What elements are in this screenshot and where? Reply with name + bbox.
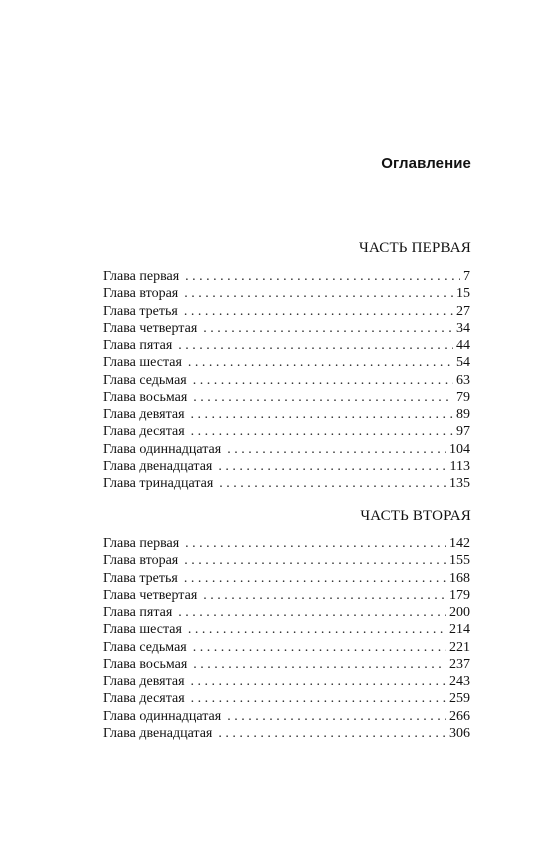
toc-entry-label: Глава седьмая <box>103 639 187 655</box>
dot-leader <box>184 570 446 587</box>
toc-entry-page-number: 34 <box>456 320 470 336</box>
dot-leader <box>184 285 453 302</box>
dot-leader <box>178 337 453 354</box>
toc-entry[interactable] <box>103 673 470 690</box>
toc-entry-page-number: 237 <box>449 656 470 672</box>
dot-leader <box>188 354 453 371</box>
toc-entry[interactable] <box>103 552 470 569</box>
dot-leader <box>191 406 453 423</box>
toc-entry-page-number: 243 <box>449 674 470 689</box>
toc-entry[interactable] <box>103 708 470 725</box>
toc-entry-label: Глава шестая <box>103 355 182 371</box>
toc-entry-page-number: 44 <box>456 338 470 353</box>
toc-entry-label: Глава пятая <box>103 605 173 620</box>
toc-entry[interactable] <box>103 441 470 458</box>
dot-leader <box>185 268 460 285</box>
toc-entry-label: Глава первая <box>103 536 180 551</box>
toc-entry[interactable] <box>103 656 470 673</box>
toc-entry[interactable] <box>103 285 470 302</box>
dot-leader <box>178 604 446 621</box>
toc-entry[interactable] <box>103 690 470 707</box>
toc-entry-page-number: 15 <box>456 286 470 302</box>
dot-leader <box>185 535 446 552</box>
dot-leader <box>203 320 453 337</box>
toc-entry-label: Глава вторая <box>103 286 179 302</box>
dot-leader <box>188 621 446 638</box>
toc-entry-page-number: 97 <box>456 424 470 440</box>
toc-entry-label: Глава пятая <box>103 338 173 353</box>
toc-entry-page-number: 168 <box>449 570 470 586</box>
toc-entry-page-number: 155 <box>449 553 470 569</box>
toc-entry-page-number: 54 <box>456 355 470 371</box>
toc-entry-label: Глава одиннадцатая <box>103 441 222 457</box>
dot-leader <box>219 475 446 492</box>
toc-entry-label: Глава десятая <box>103 424 185 440</box>
dot-leader <box>218 458 446 475</box>
toc-list-part-2 <box>103 535 470 742</box>
toc-entry-page-number: 27 <box>456 303 470 319</box>
toc-entry-page-number: 79 <box>456 389 470 405</box>
toc-entry-page-number: 266 <box>449 708 470 724</box>
dot-leader <box>193 639 446 656</box>
toc-entry-label: Глава третья <box>103 303 178 319</box>
toc-entry[interactable] <box>103 354 470 371</box>
toc-entry[interactable] <box>103 587 470 604</box>
dot-leader <box>191 690 446 707</box>
toc-entry[interactable] <box>103 604 470 621</box>
toc-entry[interactable] <box>103 725 470 742</box>
dot-leader <box>193 389 453 406</box>
dot-leader <box>227 441 446 458</box>
part-heading-1: ЧАСТЬ ПЕРВАЯ <box>359 240 471 256</box>
toc-entry-label: Глава четвертая <box>103 320 198 336</box>
dot-leader <box>193 656 446 673</box>
toc-entry[interactable] <box>103 639 470 656</box>
part-heading-2: ЧАСТЬ ВТОРАЯ <box>360 508 471 524</box>
toc-entry[interactable] <box>103 406 470 423</box>
dot-leader <box>191 423 453 440</box>
toc-entry-label: Глава девятая <box>103 407 185 422</box>
toc-entry[interactable] <box>103 458 470 475</box>
toc-entry-label: Глава восьмая <box>103 656 188 672</box>
toc-entry-page-number: 306 <box>449 725 470 741</box>
toc-entry-page-number: 179 <box>449 587 470 603</box>
toc-entry[interactable] <box>103 372 470 389</box>
toc-list-part-1 <box>103 268 470 492</box>
toc-entry-page-number: 214 <box>449 622 470 638</box>
toc-entry-label: Глава восьмая <box>103 389 188 405</box>
toc-entry-label: Глава третья <box>103 570 178 586</box>
toc-entry-page-number: 221 <box>449 639 470 655</box>
dot-leader <box>191 673 446 690</box>
toc-entry[interactable] <box>103 423 470 440</box>
toc-entry-label: Глава одиннадцатая <box>103 708 222 724</box>
dot-leader <box>193 372 453 389</box>
toc-entry-label: Глава тринадцатая <box>103 476 214 491</box>
toc-entry[interactable] <box>103 320 470 337</box>
toc-entry-page-number: 135 <box>449 476 470 491</box>
toc-entry-label: Глава шестая <box>103 622 182 638</box>
toc-entry-page-number: 142 <box>449 536 470 551</box>
toc-entry-label: Глава первая <box>103 269 180 284</box>
toc-entry-page-number: 259 <box>449 691 470 707</box>
toc-entry-page-number: 89 <box>456 407 470 422</box>
toc-entry-label: Глава четвертая <box>103 587 198 603</box>
toc-entry-page-number: 7 <box>463 269 470 284</box>
dot-leader <box>203 587 446 604</box>
toc-entry[interactable] <box>103 535 470 552</box>
toc-entry[interactable] <box>103 621 470 638</box>
dot-leader <box>184 303 453 320</box>
dot-leader <box>227 708 446 725</box>
toc-title: Оглавление <box>381 155 471 172</box>
toc-entry-label: Глава седьмая <box>103 372 187 388</box>
toc-entry-label: Глава десятая <box>103 691 185 707</box>
toc-entry-page-number: 104 <box>449 441 470 457</box>
toc-entry[interactable] <box>103 337 470 354</box>
toc-entry-page-number: 113 <box>449 458 470 474</box>
toc-entry-page-number: 63 <box>456 372 470 388</box>
toc-entry-page-number: 200 <box>449 605 470 620</box>
toc-entry-label: Глава вторая <box>103 553 179 569</box>
toc-entry[interactable] <box>103 570 470 587</box>
dot-leader <box>184 552 446 569</box>
toc-entry-label: Глава девятая <box>103 674 185 689</box>
dot-leader <box>218 725 446 742</box>
toc-entry[interactable] <box>103 389 470 406</box>
toc-entry[interactable] <box>103 268 470 285</box>
toc-entry[interactable] <box>103 475 470 492</box>
toc-entry-label: Глава двенадцатая <box>103 725 213 741</box>
toc-entry[interactable] <box>103 303 470 320</box>
toc-entry-label: Глава двенадцатая <box>103 458 213 474</box>
